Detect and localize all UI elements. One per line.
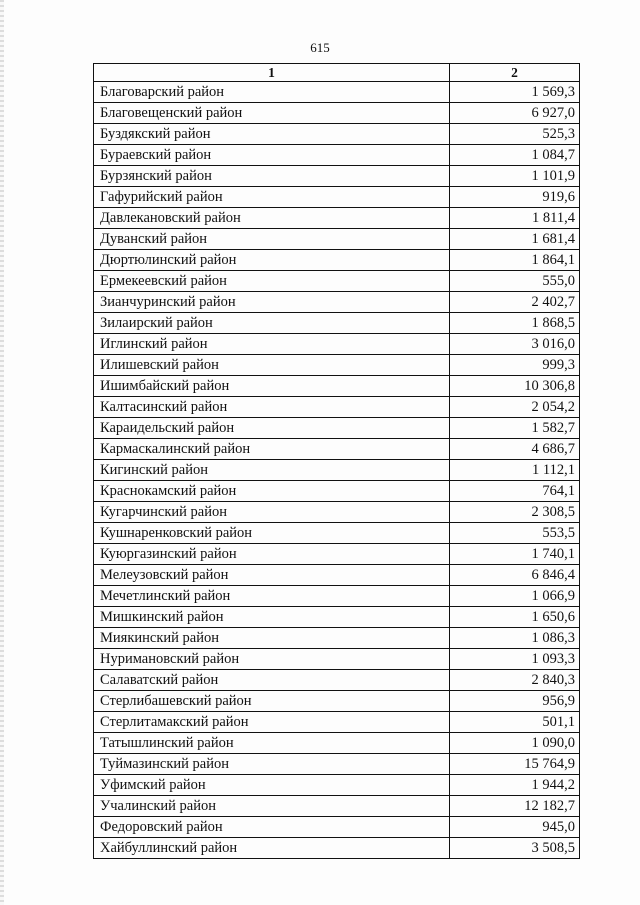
district-name-cell: Стерлитамакский район xyxy=(94,712,450,733)
table-row xyxy=(94,775,580,796)
district-name-cell: Караидельский район xyxy=(94,418,450,439)
table-row xyxy=(94,460,580,481)
district-name-cell: Хайбуллинский район xyxy=(94,838,450,859)
district-name-cell: Бураевский район xyxy=(94,145,450,166)
table-row xyxy=(94,481,580,502)
table-row xyxy=(94,124,580,145)
district-name-cell: Зианчуринский район xyxy=(94,292,450,313)
table-row xyxy=(94,418,580,439)
district-name-cell: Илишевский район xyxy=(94,355,450,376)
scan-edge xyxy=(0,0,4,905)
district-name-cell: Мелеузовский район xyxy=(94,565,450,586)
table-row xyxy=(94,82,580,103)
table-row xyxy=(94,691,580,712)
value-cell: 2 308,5 xyxy=(450,502,580,523)
table-row xyxy=(94,712,580,733)
district-name-cell: Кушнаренковский район xyxy=(94,523,450,544)
district-name-cell: Буздякский район xyxy=(94,124,450,145)
table-row xyxy=(94,376,580,397)
district-name-cell: Учалинский район xyxy=(94,796,450,817)
table-row xyxy=(94,250,580,271)
value-cell: 1 740,1 xyxy=(450,544,580,565)
value-cell: 3 508,5 xyxy=(450,838,580,859)
district-name-cell: Нуримановский район xyxy=(94,649,450,670)
value-cell: 1 582,7 xyxy=(450,418,580,439)
district-name-cell: Стерлибашевский район xyxy=(94,691,450,712)
value-cell: 10 306,8 xyxy=(450,376,580,397)
table-row xyxy=(94,397,580,418)
district-name-cell: Краснокамский район xyxy=(94,481,450,502)
value-cell: 1 868,5 xyxy=(450,313,580,334)
value-cell: 1 811,4 xyxy=(450,208,580,229)
value-cell: 6 927,0 xyxy=(450,103,580,124)
value-cell: 1 650,6 xyxy=(450,607,580,628)
value-cell: 1 864,1 xyxy=(450,250,580,271)
table-row xyxy=(94,208,580,229)
district-name-cell: Татышлинский район xyxy=(94,733,450,754)
district-name-cell: Мишкинский район xyxy=(94,607,450,628)
table-row xyxy=(94,439,580,460)
page-number: 615 xyxy=(310,40,330,55)
table-row xyxy=(94,628,580,649)
district-name-cell: Кугарчинский район xyxy=(94,502,450,523)
value-cell: 555,0 xyxy=(450,271,580,292)
table-row xyxy=(94,187,580,208)
table-header-row xyxy=(94,64,580,82)
table-row xyxy=(94,817,580,838)
value-cell: 999,3 xyxy=(450,355,580,376)
district-name-cell: Благоварский район xyxy=(94,82,450,103)
value-cell: 2 402,7 xyxy=(450,292,580,313)
value-cell: 945,0 xyxy=(450,817,580,838)
table-row xyxy=(94,754,580,775)
data-table xyxy=(93,63,580,859)
value-cell: 15 764,9 xyxy=(450,754,580,775)
value-cell: 3 016,0 xyxy=(450,334,580,355)
value-cell: 919,6 xyxy=(450,187,580,208)
table-row xyxy=(94,502,580,523)
district-name-cell: Благовещенский район xyxy=(94,103,450,124)
table-row xyxy=(94,670,580,691)
district-name-cell: Иглинский район xyxy=(94,334,450,355)
district-name-cell: Федоровский район xyxy=(94,817,450,838)
district-name-cell: Дуванский район xyxy=(94,229,450,250)
value-cell: 1 681,4 xyxy=(450,229,580,250)
value-cell: 956,9 xyxy=(450,691,580,712)
value-cell: 4 686,7 xyxy=(450,439,580,460)
district-name-cell: Кармаскалинский район xyxy=(94,439,450,460)
district-name-cell: Куюргазинский район xyxy=(94,544,450,565)
table-row xyxy=(94,334,580,355)
column-header: 2 xyxy=(450,64,580,82)
value-cell: 1 944,2 xyxy=(450,775,580,796)
table-row xyxy=(94,796,580,817)
table-row xyxy=(94,229,580,250)
value-cell: 1 066,9 xyxy=(450,586,580,607)
table-row xyxy=(94,586,580,607)
table-row xyxy=(94,733,580,754)
value-cell: 1 112,1 xyxy=(450,460,580,481)
district-name-cell: Уфимский район xyxy=(94,775,450,796)
value-cell: 525,3 xyxy=(450,124,580,145)
district-name-cell: Ишимбайский район xyxy=(94,376,450,397)
value-cell: 1 086,3 xyxy=(450,628,580,649)
district-name-cell: Давлекановский район xyxy=(94,208,450,229)
value-cell: 1 569,3 xyxy=(450,82,580,103)
table-body xyxy=(94,82,580,859)
value-cell: 501,1 xyxy=(450,712,580,733)
table-row xyxy=(94,166,580,187)
value-cell: 2 840,3 xyxy=(450,670,580,691)
district-name-cell: Гафурийский район xyxy=(94,187,450,208)
district-name-cell: Салаватский район xyxy=(94,670,450,691)
district-name-cell: Туймазинский район xyxy=(94,754,450,775)
table-row xyxy=(94,544,580,565)
table-row xyxy=(94,145,580,166)
district-name-cell: Кигинский район xyxy=(94,460,450,481)
table-row xyxy=(94,607,580,628)
value-cell: 1 093,3 xyxy=(450,649,580,670)
district-name-cell: Мечетлинский район xyxy=(94,586,450,607)
district-name-cell: Зилаирский район xyxy=(94,313,450,334)
table-row xyxy=(94,271,580,292)
column-header: 1 xyxy=(94,64,450,82)
district-name-cell: Ермекеевский район xyxy=(94,271,450,292)
value-cell: 12 182,7 xyxy=(450,796,580,817)
district-name-cell: Калтасинский район xyxy=(94,397,450,418)
table-row xyxy=(94,292,580,313)
district-name-cell: Дюртюлинский район xyxy=(94,250,450,271)
table-row xyxy=(94,355,580,376)
table-row xyxy=(94,523,580,544)
value-cell: 6 846,4 xyxy=(450,565,580,586)
value-cell: 2 054,2 xyxy=(450,397,580,418)
value-cell: 553,5 xyxy=(450,523,580,544)
value-cell: 1 084,7 xyxy=(450,145,580,166)
value-cell: 1 101,9 xyxy=(450,166,580,187)
table-row xyxy=(94,565,580,586)
district-name-cell: Миякинский район xyxy=(94,628,450,649)
table-row xyxy=(94,649,580,670)
value-cell: 764,1 xyxy=(450,481,580,502)
district-name-cell: Бурзянский район xyxy=(94,166,450,187)
table-row xyxy=(94,313,580,334)
value-cell: 1 090,0 xyxy=(450,733,580,754)
table-row xyxy=(94,838,580,859)
table-row xyxy=(94,103,580,124)
